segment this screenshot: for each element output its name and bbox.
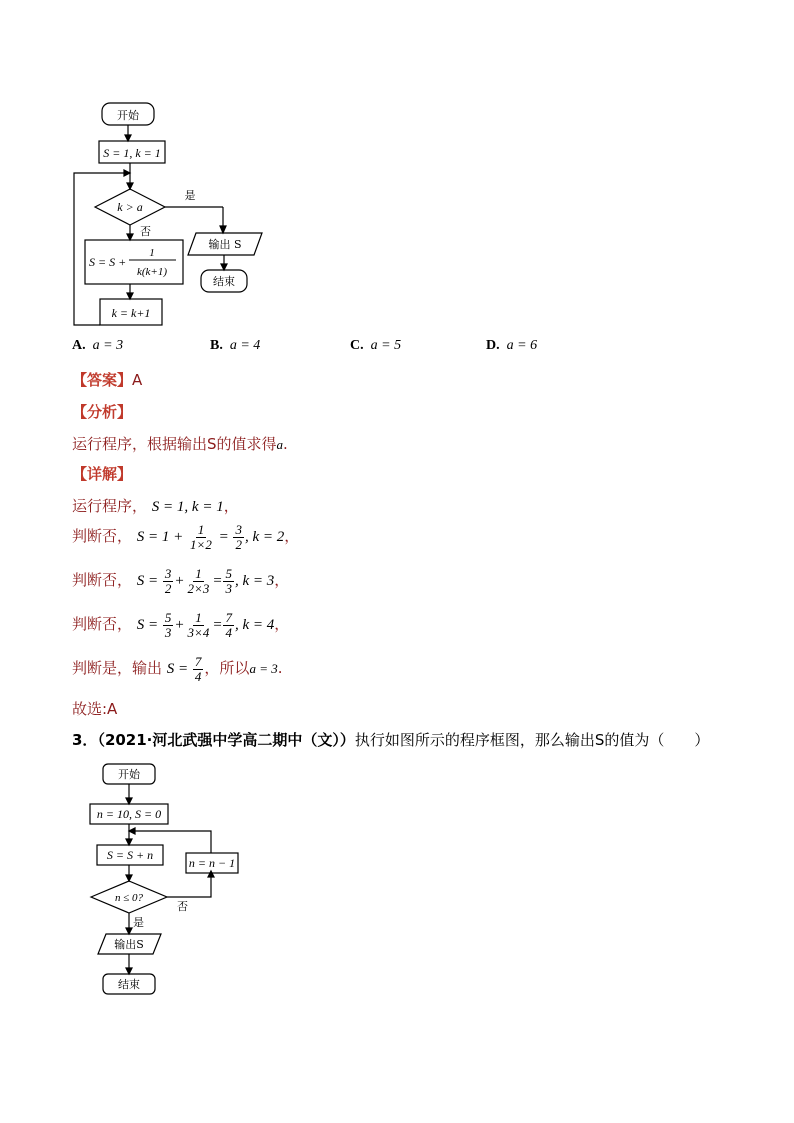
detail-l4-frac3 bbox=[223, 611, 234, 640]
detail-l5-d: 4 bbox=[194, 669, 202, 684]
question-3-text: 执行如图所示的程序框图，那么输出S的值为（ ） bbox=[354, 731, 710, 749]
detail-l1-text: 运行程序， bbox=[72, 497, 148, 515]
detail-l3-d2: 2×3 bbox=[187, 581, 210, 596]
question-3-number: 3． bbox=[72, 731, 98, 749]
detail-l4-text: 判断否， bbox=[72, 614, 133, 633]
detail-l4-n2: 1 bbox=[195, 610, 202, 625]
analysis-label: 【分析】 bbox=[72, 403, 133, 421]
analysis-text: 运行程序，根据输出S的值求得 bbox=[72, 435, 277, 453]
analysis-text-line bbox=[72, 433, 288, 454]
question-3 bbox=[72, 729, 709, 750]
detail-l4-plus: + bbox=[174, 616, 185, 633]
option-d[interactable] bbox=[486, 338, 537, 354]
analysis-var: a bbox=[276, 437, 284, 452]
detail-l5-ans: a = 3 bbox=[249, 660, 278, 676]
detail-l4-expr bbox=[136, 610, 275, 640]
question-3-source: （2021·河北武强中学高二期中（文）） bbox=[97, 731, 355, 749]
option-b[interactable] bbox=[210, 338, 260, 354]
detail-line-5 bbox=[72, 655, 283, 684]
detail-l1-end: ， bbox=[223, 497, 239, 515]
detail-l4-frac1 bbox=[163, 611, 174, 640]
fc2-assign: S = S + n bbox=[106, 848, 154, 862]
detail-l4-n1: 5 bbox=[164, 610, 172, 625]
flowchart-2 bbox=[85, 758, 255, 1000]
detail-line-4 bbox=[72, 611, 289, 640]
fc1-cond: k > a bbox=[117, 200, 143, 214]
detail-l2-expr bbox=[136, 522, 285, 552]
detail-l3-frac3 bbox=[223, 567, 234, 596]
fc2-init: n = 10, S = 0 bbox=[96, 807, 162, 821]
option-b-text: a = 4 bbox=[229, 338, 261, 353]
detail-l3-n3: 5 bbox=[225, 566, 232, 581]
detail-l5-text: 判断是，输出 bbox=[72, 658, 163, 677]
flowchart-1 bbox=[60, 95, 280, 330]
detail-l2-eq: = bbox=[218, 528, 229, 545]
detail-l2-a: S = 1 + bbox=[136, 528, 184, 545]
detail-label-line bbox=[72, 463, 132, 484]
detail-l3-expr bbox=[136, 566, 275, 596]
option-b-key: B. bbox=[210, 338, 223, 353]
detail-l5-a: S = bbox=[166, 660, 189, 677]
detail-l3-a: S = bbox=[136, 572, 159, 589]
detail-line-3 bbox=[72, 567, 289, 596]
detail-l4-k: , k = 4 bbox=[234, 616, 275, 633]
fc1-output: 输出 S bbox=[208, 238, 242, 251]
analysis-label-line bbox=[72, 401, 132, 422]
detail-l2-end: ， bbox=[284, 526, 300, 545]
detail-l2-frac2 bbox=[233, 523, 244, 552]
detail-l3-text: 判断否， bbox=[72, 570, 133, 589]
detail-l3-eq: = bbox=[212, 572, 223, 589]
detail-l5-end: . bbox=[277, 658, 283, 677]
option-a-text: a = 3 bbox=[92, 338, 124, 353]
option-a-key: A. bbox=[72, 338, 86, 353]
fc2-no: 否 bbox=[177, 900, 188, 913]
fc2-end: 结束 bbox=[118, 978, 140, 991]
answer-label: 【答案】 bbox=[72, 371, 133, 389]
fc1-assign-den: k(k+1) bbox=[136, 266, 168, 278]
detail-l2-num: 1 bbox=[197, 522, 205, 537]
detail-l2-num2: 3 bbox=[235, 522, 242, 537]
detail-l2-den2: 2 bbox=[235, 537, 242, 552]
detail-l4-d2: 3×4 bbox=[187, 625, 210, 640]
fc1-assign-num: 1 bbox=[149, 247, 155, 259]
detail-l3-end: ， bbox=[274, 570, 290, 589]
conclusion: 故选:A bbox=[72, 700, 118, 718]
option-a[interactable] bbox=[72, 338, 123, 354]
detail-l4-end: ， bbox=[274, 614, 290, 633]
option-c-text: a = 5 bbox=[370, 338, 402, 353]
fc1-end: 结束 bbox=[213, 275, 235, 288]
detail-l3-frac2 bbox=[186, 567, 212, 596]
detail-l2-text: 判断否， bbox=[72, 526, 133, 545]
detail-l3-n2: 1 bbox=[195, 566, 202, 581]
fc2-cond: n ≤ 0? bbox=[114, 892, 144, 904]
option-c-key: C. bbox=[350, 338, 364, 353]
detail-line-2 bbox=[72, 523, 299, 552]
detail-l4-d1: 3 bbox=[164, 625, 172, 640]
detail-l2-den: 1×2 bbox=[190, 537, 212, 552]
fc2-dec: n = n − 1 bbox=[188, 856, 236, 870]
fc1-inc: k = k+1 bbox=[111, 306, 151, 320]
answer-value: A bbox=[132, 371, 143, 389]
fc1-start: 开始 bbox=[117, 109, 139, 122]
detail-l1-math: S = 1, k = 1 bbox=[151, 499, 224, 515]
detail-l2-frac1 bbox=[188, 523, 214, 552]
detail-l5-frac bbox=[193, 655, 204, 684]
option-d-key: D. bbox=[486, 338, 500, 353]
detail-l3-n1: 3 bbox=[164, 566, 172, 581]
detail-l3-frac1 bbox=[163, 567, 174, 596]
conclusion-line bbox=[72, 698, 117, 719]
detail-l4-d3: 4 bbox=[225, 625, 232, 640]
detail-l5-n: 7 bbox=[194, 654, 202, 669]
fc2-yes: 是 bbox=[133, 916, 144, 929]
detail-line-1 bbox=[72, 495, 239, 516]
detail-l4-frac2 bbox=[186, 611, 212, 640]
fc1-init: S = 1, k = 1 bbox=[103, 146, 161, 160]
detail-l5-expr bbox=[166, 654, 205, 684]
detail-l5-mid: ，所以 bbox=[204, 658, 250, 677]
detail-l3-d1: 2 bbox=[164, 581, 172, 596]
analysis-end: . bbox=[283, 435, 288, 453]
option-d-text: a = 6 bbox=[506, 338, 538, 353]
answer-line bbox=[72, 369, 142, 390]
detail-l2-k: , k = 2 bbox=[244, 528, 285, 545]
detail-l4-a: S = bbox=[136, 616, 159, 633]
detail-l3-d3: 3 bbox=[225, 581, 232, 596]
option-c[interactable] bbox=[350, 338, 401, 354]
fc2-output: 输出S bbox=[114, 938, 144, 951]
fc1-assign-lhs: S = S + bbox=[89, 255, 127, 269]
fc1-no: 否 bbox=[140, 225, 151, 238]
fc2-start: 开始 bbox=[118, 768, 140, 781]
detail-l4-eq: = bbox=[212, 616, 223, 633]
detail-l3-plus: + bbox=[174, 572, 185, 589]
detail-l4-n3: 7 bbox=[225, 610, 232, 625]
fc1-yes: 是 bbox=[184, 189, 196, 202]
detail-l3-k: , k = 3 bbox=[234, 572, 275, 589]
detail-label: 【详解】 bbox=[72, 465, 133, 483]
